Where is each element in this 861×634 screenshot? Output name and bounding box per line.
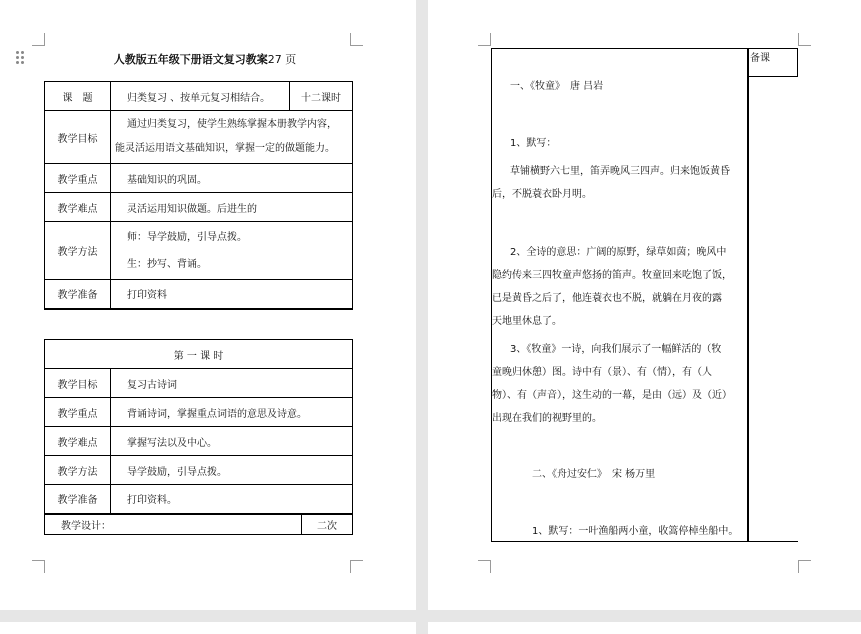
goal-label: 教学目标 [45,369,111,398]
table-move-handle-icon[interactable] [16,51,25,65]
next-page-edge [428,622,861,634]
difficulty-value: 灵活运用知识做题。后进生的 [111,193,353,222]
margin-corner-mark [32,560,45,573]
prep-label: 教学准备 [45,485,111,514]
text-line: 天地里休息了。 [492,316,562,327]
prep-label: 教学准备 [45,280,111,309]
text-line: 出现在我们的视野里的。 [492,413,602,424]
topic-label: 课 题 [45,82,111,111]
text-line: 童晚归休憩）图。诗中有（景）、有（情），有（人 [492,367,712,378]
text-line: 3、《牧童》一诗，向我们展示了一幅鲜活的（牧 [510,344,722,355]
margin-corner-mark [478,560,491,573]
method-teacher: 师：导学鼓励，引导点拨。 [127,231,247,243]
design-label: 教学设计： [45,514,302,535]
text-line: 隐约传来三四牧童声悠扬的笛声。牧童回来吃饱了饭， [492,270,732,281]
key-point-label: 教学重点 [45,398,111,427]
method-student: 生：抄写、背诵。 [127,258,207,270]
prep-value: 打印资料。 [111,485,353,514]
text-line: 草铺横野六七里，笛弄晚风三四声。归来饱饭黄昏 [510,166,730,177]
method-label: 教学方法 [45,456,111,485]
hours-value: 十二课时 [290,82,353,111]
key-point-value: 基础知识的巩固。 [111,164,353,193]
key-point-value: 背诵诗词，掌握重点词语的意思及诗意。 [111,398,353,427]
margin-corner-mark [478,33,491,46]
margin-corner-mark [798,33,811,46]
next-page-edge [0,622,416,634]
margin-corner-mark [32,33,45,46]
lesson-one-table [44,339,353,535]
difficulty-value: 掌握写法以及中心。 [111,427,353,456]
goal-value: 复习古诗词 [111,369,353,398]
margin-corner-mark [798,560,811,573]
margin-corner-mark [350,560,363,573]
document-page-left [0,0,416,610]
method-value: 导学鼓励，引导点拨。 [111,456,353,485]
difficulty-label: 教学难点 [45,193,111,222]
text-line: 已是黄昏之后了，他连蓑衣也不脱，就躺在月夜的露 [492,293,722,304]
text-line: 物）、有（声音），这生动的一幕，是由（远）及（近） [492,390,732,401]
goal-label: 教学目标 [45,111,111,164]
prep-side-label: 备课 [750,53,770,64]
margin-corner-mark [350,33,363,46]
text-line: 1、默写：一叶渔船两小童，收篙停棹坐船中。 [532,526,739,537]
goal-line-2: 能灵活运用语文基础知识，掌握一定的做题能力。 [115,143,335,154]
lesson-overview-table [44,81,353,310]
text-line: 1、默写： [510,138,557,149]
topic-value: 归类复习 、按单元复习相结合。 [111,82,290,111]
method-label: 教学方法 [45,222,111,280]
prep-value: 打印资料 [111,280,353,309]
document-page-right [428,0,861,610]
section-heading: 二、《舟过安仁》 宋 杨万里 [532,469,656,480]
section-heading: 一、《牧童》 唐 吕岩 [510,81,604,92]
document-title: 人教版五年级下册语文复习教案27 页 [113,53,297,66]
key-point-label: 教学重点 [45,164,111,193]
text-line: 2、全诗的意思：广阔的原野，绿草如茵；晚风中 [510,247,727,258]
page-count: 27 页 [267,53,297,66]
goal-line-1: 通过归类复习，使学生熟练掌握本册教学内容， [127,119,337,130]
text-line: 后，不脱蓑衣卧月明。 [492,189,592,200]
design-value: 二次 [302,514,353,535]
lesson-header: 第 一 课 时 [45,340,353,369]
difficulty-label: 教学难点 [45,427,111,456]
